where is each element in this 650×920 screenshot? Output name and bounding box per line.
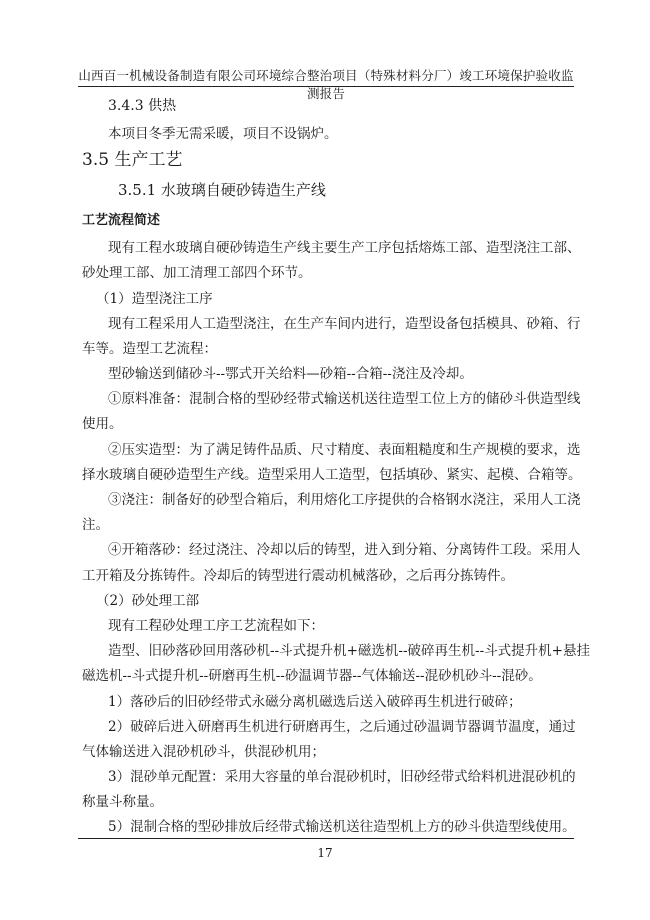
body-line: 气体输送进入混砂机砂斗，供混砂机用； bbox=[82, 744, 325, 760]
body-line: 使用。 bbox=[82, 416, 123, 432]
body-line: 造型、旧砂落砂回用落砂机--斗式提升机+磁选机--破碎再生机--斗式提升机+悬挂 bbox=[108, 643, 590, 659]
heading-3-4-3: 3.4.3 供热 bbox=[108, 98, 177, 114]
body-line: （2）砂处理工部 bbox=[96, 593, 200, 609]
body-line: 2）破碎后进入研磨再生机进行研磨再生，之后通过砂温调节器调节温度，通过 bbox=[108, 719, 576, 735]
body-line: 型砂输送到储砂斗--鄂式开关给料—砂箱--合箱--浇注及冷却。 bbox=[108, 366, 473, 382]
header-rule bbox=[78, 86, 574, 87]
process-title: 工艺流程简述 bbox=[82, 213, 161, 228]
body-line: （1）造型浇注工序 bbox=[96, 291, 213, 307]
body-line: 注。 bbox=[82, 517, 109, 533]
body-line: 车等。造型工艺流程： bbox=[82, 341, 217, 357]
heading-3-5-1: 3.5.1 水玻璃自硬砂铸造生产线 bbox=[118, 181, 326, 199]
body-line: 称量斗称量。 bbox=[82, 794, 163, 810]
body-line: 3）混砂单元配置：采用大容量的单台混砂机时，旧砂经带式给料机进混砂机的 bbox=[108, 769, 576, 785]
body-line: 现有工程水玻璃自硬砂铸造生产线主要生产工序包括熔炼工部、造型浇注工部、 bbox=[108, 240, 581, 256]
heading-3-5: 3.5 生产工艺 bbox=[82, 150, 183, 170]
page-number: 17 bbox=[317, 846, 333, 860]
body-line: ②压实造型：为了满足铸件品质、尺寸精度、表面粗糙度和生产规模的要求，选 bbox=[108, 442, 581, 458]
body-line: 1）落砂后的旧砂经带式永磁分离机磁选后送入破碎再生机进行破碎； bbox=[108, 694, 522, 710]
body-line: 砂处理工部、加工清理工部四个环节。 bbox=[82, 265, 312, 281]
body-line: ①原料准备：混制合格的型砂经带式输送机送往造型工位上方的储砂斗供造型线 bbox=[108, 391, 581, 407]
body-line: 磁选机--斗式提升机--研磨再生机--砂温调节器--气体输送--混砂机砂斗--混砂。 bbox=[82, 668, 542, 684]
paragraph-heating: 本项目冬季无需采暖，项目不设锅炉。 bbox=[108, 126, 338, 142]
body-line: ③浇注：制备好的砂型合箱后，利用熔化工序提供的合格钢水浇注，采用人工浇 bbox=[108, 492, 581, 508]
body-line: 5）混制合格的型砂排放后经带式输送机送往造型机上方的砂斗供造型线使用。 bbox=[108, 819, 576, 835]
body-line: 现有工程砂处理工序工艺流程如下： bbox=[108, 618, 324, 634]
body-line: 现有工程采用人工造型浇注，在生产车间内进行，造型设备包括模具、砂箱、行 bbox=[108, 316, 581, 332]
body-line: 工开箱及分拣铸件。冷却后的铸型进行震动机械落砂，之后再分拣铸件。 bbox=[82, 568, 514, 584]
footer-rule bbox=[78, 838, 574, 839]
body-line: ④开箱落砂：经过浇注、冷却以后的铸型，进入到分箱、分离铸件工段。采用人 bbox=[108, 542, 581, 558]
body-line: 择水玻璃自硬砂造型生产线。造型采用人工造型，包括填砂、紧实、起模、合箱等。 bbox=[82, 467, 582, 483]
page-header: 山西百一机械设备制造有限公司环境综合整治项目（特殊材料分厂）竣工环境保护验收监测报告 bbox=[78, 68, 574, 101]
